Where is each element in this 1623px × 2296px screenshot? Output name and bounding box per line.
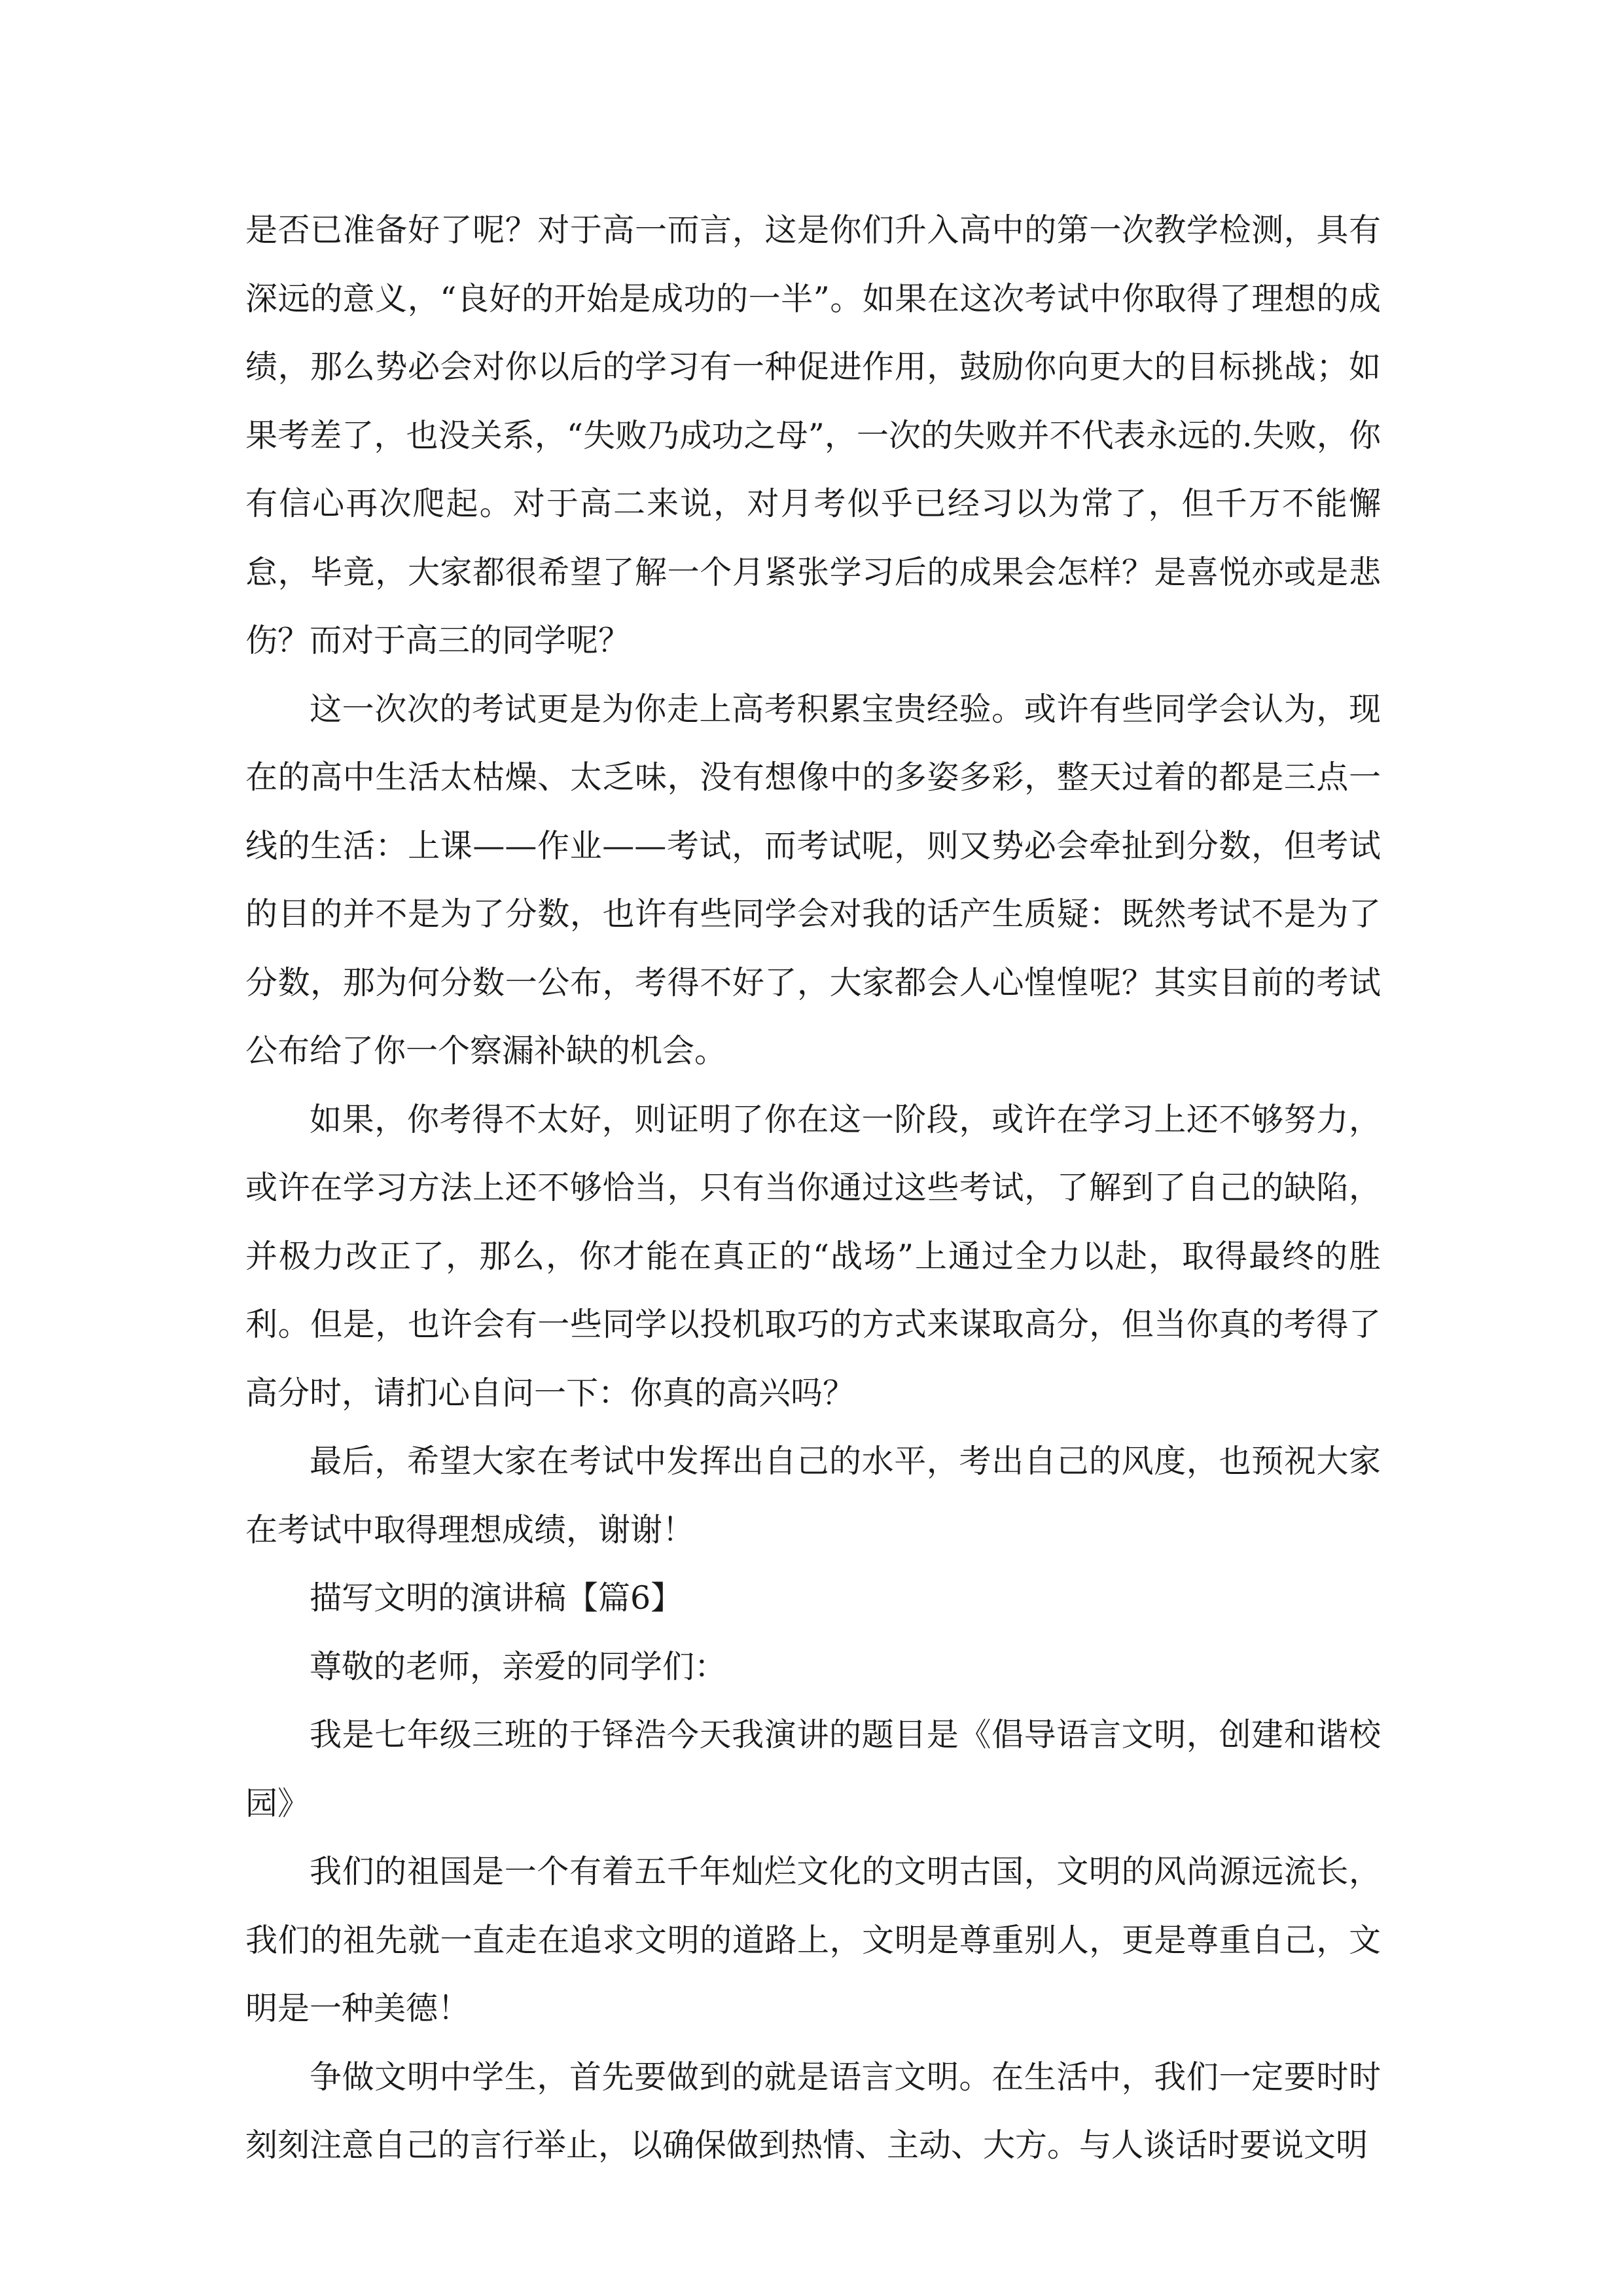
section-heading: 描写文明的演讲稿【篇6】: [310, 1579, 683, 1617]
paragraph-7: 争做文明中学生，首先要做到的就是语言文明。在生活中，我们一定要时时刻刻注意自己的言行举止，以确保做到热情、主动、大方。与人谈话时要说文明: [245, 2058, 1381, 2164]
paragraph-1: 是否已准备好了呢？对于高一而言，这是你们升入高中的第一次教学检测，具有深远的意义，“良好的开始是成功的一半”。如果在这次考试中你取得了理想的成绩，那么势必会对你以后的学习有一种促进作用，鼓励你向更大的目标挑战；如果考差了，也没关系，“失败乃成功之母”，一次的失败并不代表永远的.失败，你有信心再次爬起。对于高二来说，对月考似乎已经习以为常了，但千万不能懈怠，毕竟，大家都很希望了解一个月紧张学习后的成果会怎样？是喜悦亦或是悲伤？而对于高三的同学呢？: [245, 211, 1381, 659]
paragraph-5: 我是七年级三班的于铎浩今天我演讲的题目是《倡导语言文明，创建和谐校园》: [245, 1716, 1381, 1822]
paragraph-4: 最后，希望大家在考试中发挥出自己的水平，考出自己的风度，也预祝大家在考试中取得理想成绩，谢谢！: [245, 1443, 1381, 1549]
paragraph-3: 如果，你考得不太好，则证明了你在这一阶段，或许在学习上还不够努力，或许在学习方法上还不够恰当，只有当你通过这些考试，了解到了自己的缺陷，并极力改正了，那么，你才能在真正的“战场”上通过全力以赴，取得最终的胜利。但是，也许会有一些同学以投机取巧的方式来谋取高分，但当你真的考得了高分时，请扪心自问一下：你真的高兴吗？: [245, 1100, 1381, 1412]
paragraph-6: 我们的祖国是一个有着五千年灿烂文化的文明古国，文明的风尚源远流长，我们的祖先就一直走在追求文明的道路上，文明是尊重别人，更是尊重自己，文明是一种美德！: [245, 1853, 1381, 2027]
paragraph-2: 这一次次的考试更是为你走上高考积累宝贵经验。或许有些同学会认为，现在的高中生活太枯燥、太乏味，没有想像中的多姿多彩，整天过着的都是三点一线的生活：上课——作业——考试，而考试呢，则又势必会牵扯到分数，但考试的目的并不是为了分数，也许有些同学会对我的话产生质疑：既然考试不是为了分数，那为何分数一公布，考得不好了，大家都会人心惶惶呢？其实目前的考试公布给了你一个察漏补缺的机会。: [245, 690, 1381, 1069]
document-body: [245, 196, 1381, 2180]
salutation: 尊敬的老师，亲爱的同学们：: [310, 1647, 727, 1685]
